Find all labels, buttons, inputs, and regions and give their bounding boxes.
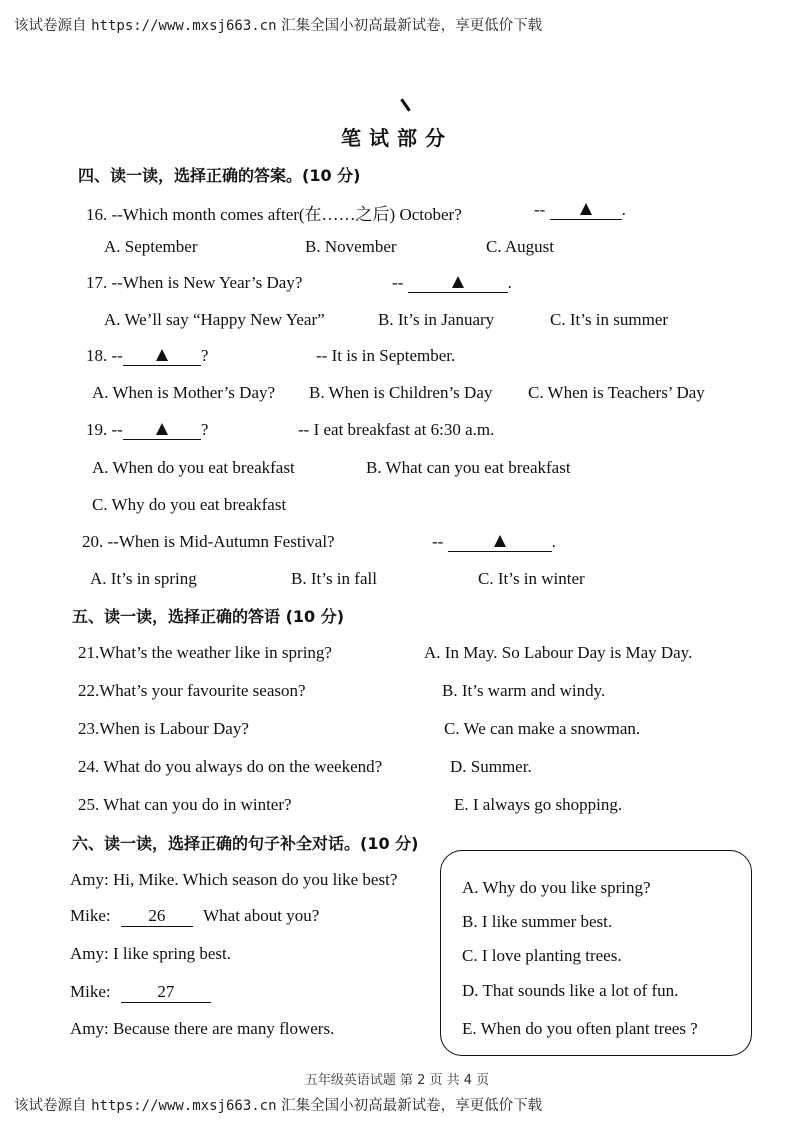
q18-reply: -- It is in September. xyxy=(316,346,456,365)
triangle-icon xyxy=(156,349,168,361)
scan-mark xyxy=(400,98,410,111)
section4-heading: 四、读一读，选择正确的答案。(10 分) xyxy=(78,166,361,185)
q20-answer-blank[interactable] xyxy=(448,533,552,552)
q22-question: 22.What’s your favourite season? xyxy=(78,681,306,700)
answer-b: B. It’s warm and windy. xyxy=(442,681,606,700)
answer-e: E. I always go shopping. xyxy=(454,795,623,814)
q16-option-b: B. November xyxy=(305,237,397,256)
q19-reply: -- I eat breakfast at 6:30 a.m. xyxy=(298,420,495,439)
q19-option-a: A. When do you eat breakfast xyxy=(92,458,295,477)
q19-stem: 19. -- ? xyxy=(86,420,209,439)
q20-stem: 20. --When is Mid-Autumn Festival? xyxy=(82,532,335,551)
q18-option-a: A. When is Mother’s Day? xyxy=(92,383,276,402)
dialogue-line-1: Amy: Hi, Mike. Which season do you like best? xyxy=(70,870,398,889)
page-title: 笔试部分 xyxy=(341,126,453,150)
q16-option-c: C. August xyxy=(486,237,555,256)
source-prefix: 该试卷源自 xyxy=(14,18,87,34)
triangle-icon xyxy=(156,423,168,435)
source-suffix: 汇集全国小初高最新试卷，享更低价下载 xyxy=(281,18,543,34)
q20-option-a: A. It’s in spring xyxy=(90,569,197,588)
q17-stem: 17. --When is New Year’s Day? xyxy=(86,273,303,292)
q16-reply: -- . xyxy=(534,200,626,219)
triangle-icon xyxy=(580,203,592,215)
q19-option-b: B. What can you eat breakfast xyxy=(366,458,571,477)
q19-answer-blank[interactable] xyxy=(123,421,201,440)
source-line-bottom xyxy=(14,1094,542,1115)
dialogue-line-2: Mike: 26 What about you? xyxy=(70,906,320,925)
dialogue-line-5: Amy: Because there are many flowers. xyxy=(70,1019,335,1038)
answer-a: A. In May. So Labour Day is May Day. xyxy=(424,643,693,662)
q21-question: 21.What’s the weather like in spring? xyxy=(78,643,332,662)
source-url[interactable]: https://www.mxsj663.cn xyxy=(91,18,277,34)
q20-reply: -- . xyxy=(432,532,556,551)
q18-option-b: B. When is Children’s Day xyxy=(309,383,493,402)
choice-d: D. That sounds like a lot of fun. xyxy=(462,981,679,1000)
section6-heading: 六、读一读，选择正确的句子补全对话。(10 分) xyxy=(72,834,419,853)
dialogue-line-3: Amy: I like spring best. xyxy=(70,944,232,963)
choice-a: A. Why do you like spring? xyxy=(462,878,651,897)
answer-c: C. We can make a snowman. xyxy=(444,719,641,738)
q16-option-a: A. September xyxy=(104,237,198,256)
q16-stem: 16. --Which month comes after(在……之后) October? xyxy=(86,205,462,224)
choice-e: E. When do you often plant trees ? xyxy=(462,1019,698,1038)
source-suffix: 汇集全国小初高最新试卷，享更低价下载 xyxy=(281,1098,543,1114)
answer-d: D. Summer. xyxy=(450,757,532,776)
blank-26[interactable]: 26 xyxy=(121,906,193,927)
q20-option-b: B. It’s in fall xyxy=(291,569,377,588)
q17-reply: -- . xyxy=(392,273,512,292)
choice-c: C. I love planting trees. xyxy=(462,946,622,965)
q18-option-c: C. When is Teachers’ Day xyxy=(528,383,705,402)
source-line-top xyxy=(14,14,542,35)
q18-answer-blank[interactable] xyxy=(123,347,201,366)
choice-b: B. I like summer best. xyxy=(462,912,613,931)
blank-27[interactable]: 27 xyxy=(121,982,211,1003)
q24-question: 24. What do you always do on the weekend? xyxy=(78,757,383,776)
q17-answer-blank[interactable] xyxy=(408,274,508,293)
q17-option-b: B. It’s in January xyxy=(378,310,495,329)
q19-option-c: C. Why do you eat breakfast xyxy=(92,495,287,514)
q20-option-c: C. It’s in winter xyxy=(478,569,585,588)
source-url[interactable]: https://www.mxsj663.cn xyxy=(91,1098,277,1114)
q16-answer-blank[interactable] xyxy=(550,201,622,220)
q25-question: 25. What can you do in winter? xyxy=(78,795,292,814)
triangle-icon xyxy=(452,276,464,288)
q17-option-a: A. We’ll say “Happy New Year” xyxy=(104,310,325,329)
q23-question: 23.When is Labour Day? xyxy=(78,719,249,738)
triangle-icon xyxy=(494,535,506,547)
source-prefix: 该试卷源自 xyxy=(14,1098,87,1114)
page-footer: 五年级英语试题 第 2 页 共 4 页 xyxy=(304,1073,490,1088)
dialogue-line-4: Mike: 27 xyxy=(70,982,211,1003)
q17-option-c: C. It’s in summer xyxy=(550,310,669,329)
q18-stem: 18. -- ? xyxy=(86,346,209,365)
section5-heading: 五、读一读，选择正确的答语 (10 分) xyxy=(72,607,345,626)
